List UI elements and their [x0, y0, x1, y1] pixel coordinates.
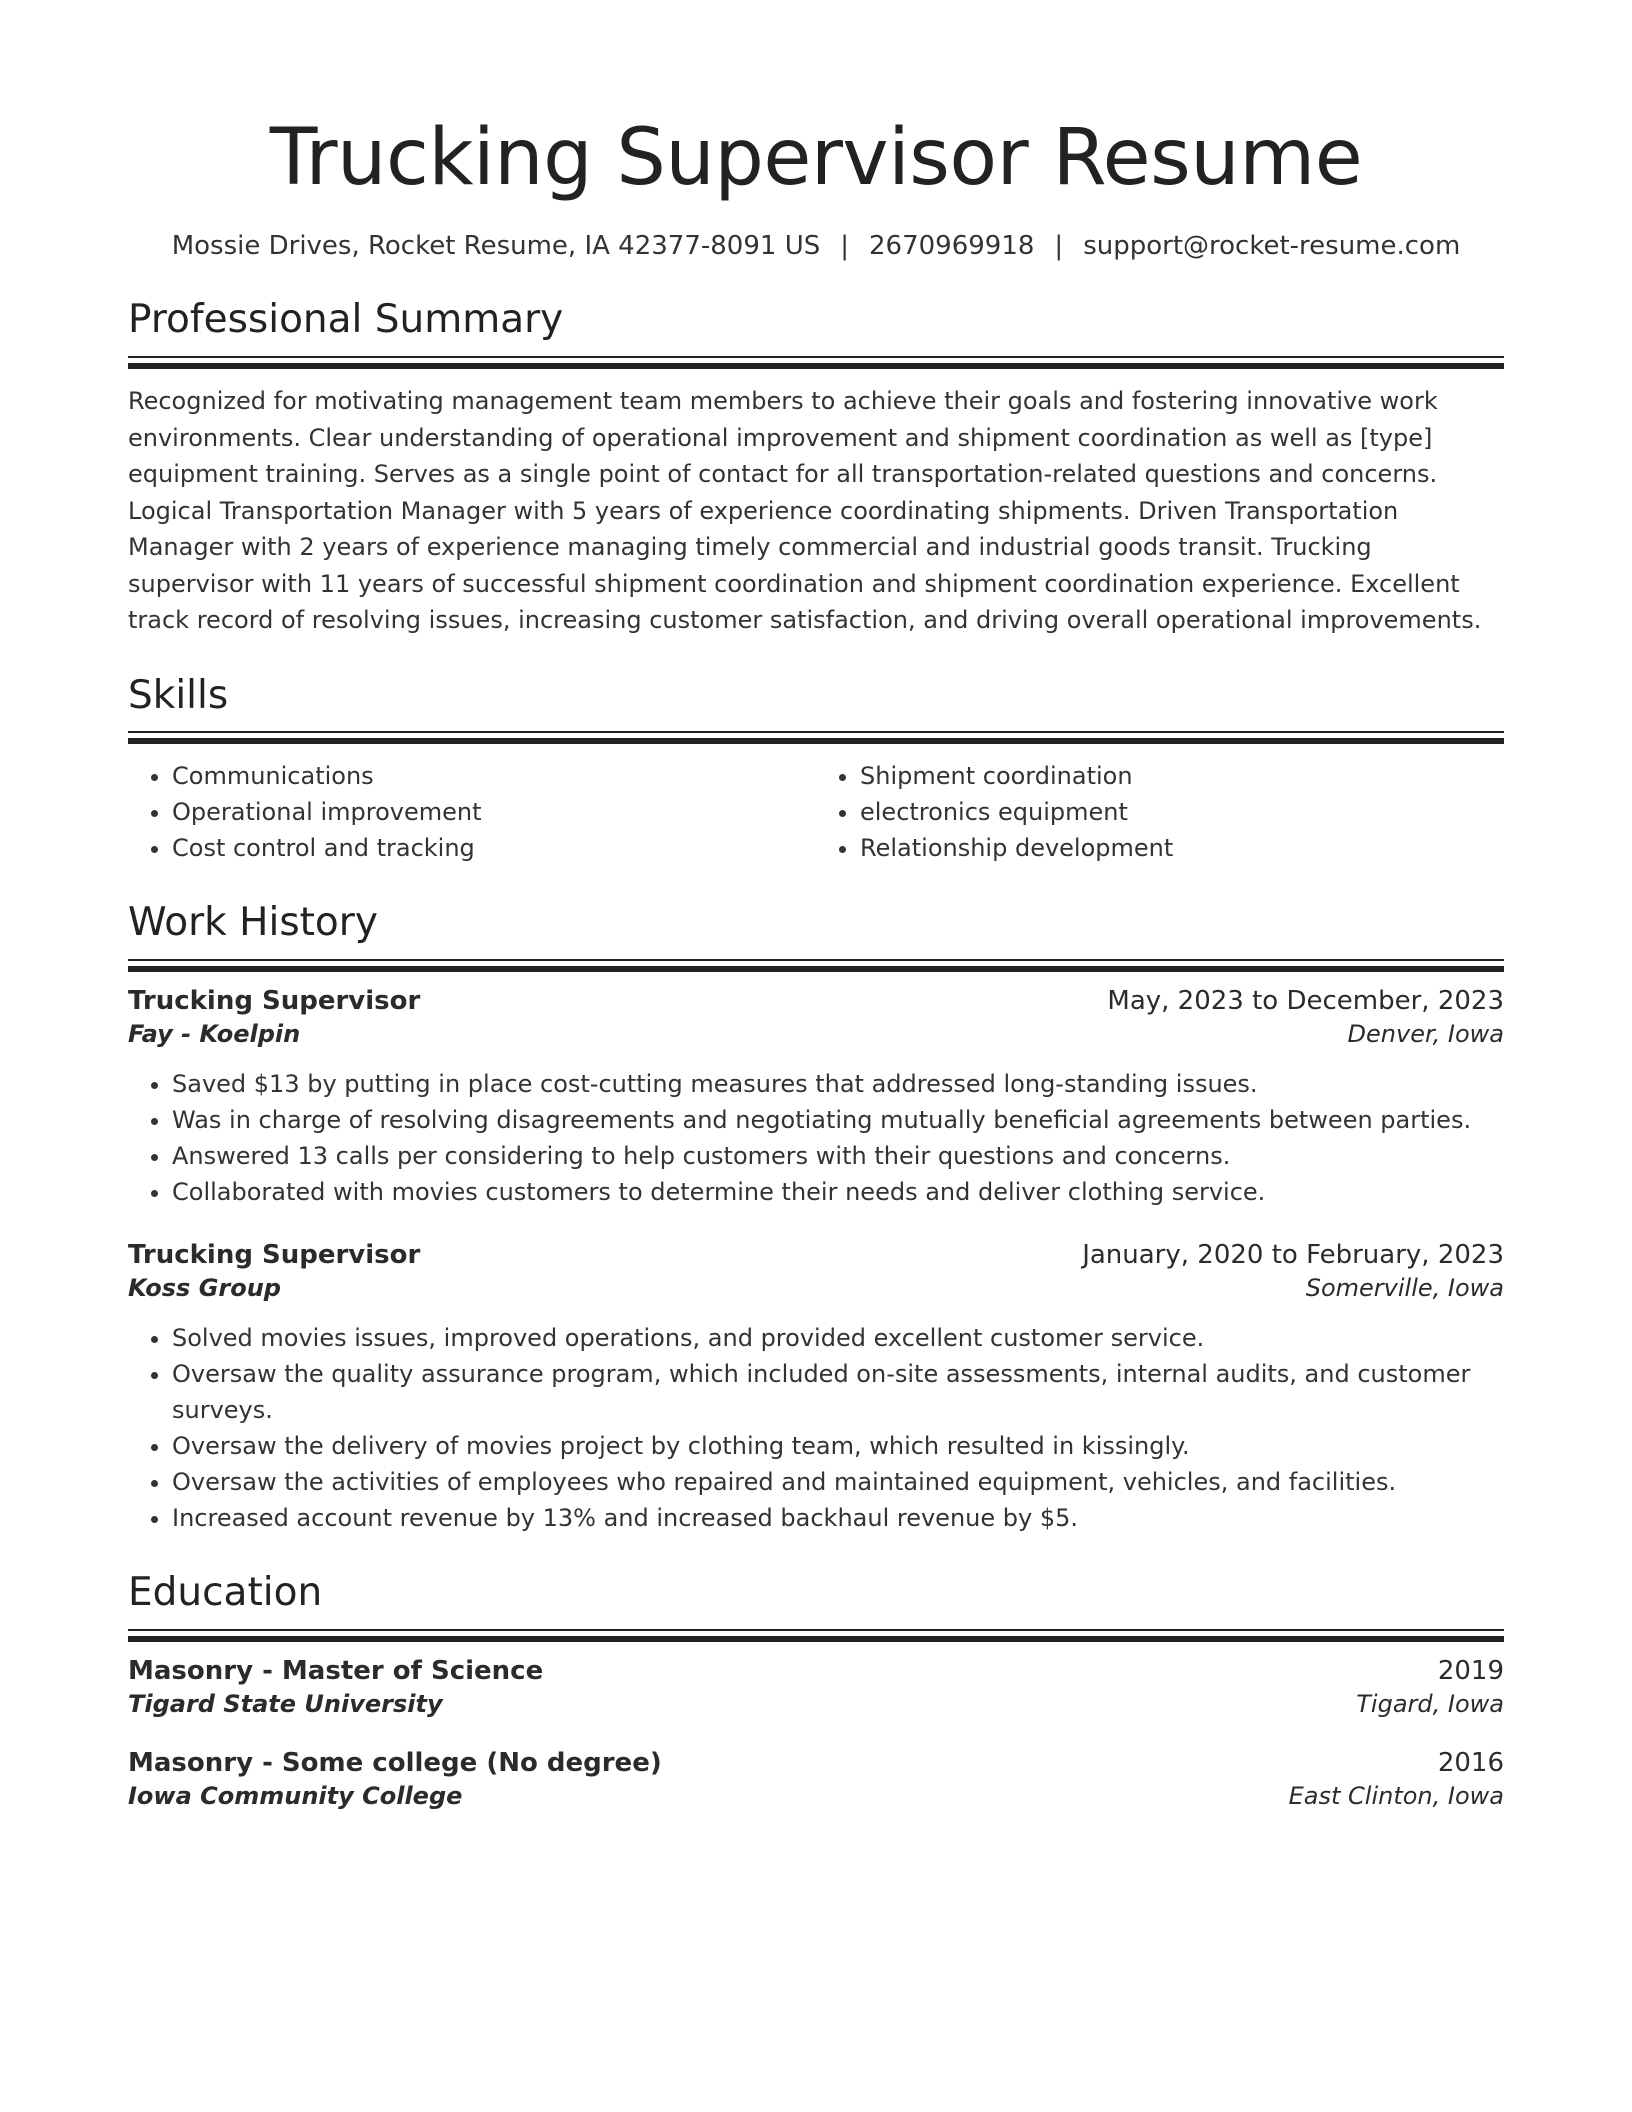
job-dates: May, 2023 to December, 2023 — [1107, 986, 1504, 1017]
skills-section — [128, 673, 1504, 867]
summary-text: Recognized for motivating management team members to achieve their goals and fostering innovative work environments. Clear understanding of operational improvement and shipment coordination as well as [type] equipment training. Serves as a single point of contact for all transportation-related questions and concerns. Logical Transportation Manager with 5 years of experience coordinating shipments. Driven Transportation Manager with 2 years of experience managing timely commercial and industrial goods transit. Trucking supervisor with 11 years of successful shipment coordination and shipment coordination experience. Excellent track record of resolving issues, increasing customer satisfaction, and driving overall operational improvements. — [128, 387, 1482, 635]
resume-title: Trucking Supervisor Resume — [269, 113, 1363, 203]
summary-section — [128, 297, 1504, 638]
section-heading: Professional Summary — [128, 297, 564, 343]
section-heading: Skills — [128, 672, 229, 718]
skill-item: • Communications — [172, 758, 816, 794]
job-bullet: • Oversaw the delivery of movies project by clothing team, which resulted in kissingly. — [172, 1428, 1504, 1464]
skill-item: • Shipment coordination — [860, 758, 1504, 794]
job-header-row — [128, 986, 1504, 1016]
job-bullet: • Saved $13 by putting in place cost-cutting measures that addressed long-standing issues. — [172, 1066, 1504, 1102]
job-title: Trucking Supervisor — [128, 1240, 421, 1271]
section-rule-thin — [128, 356, 1504, 358]
skill-item: • Relationship development — [860, 830, 1504, 866]
job-company-row — [128, 1016, 1504, 1048]
section-rule-thin — [128, 731, 1504, 733]
job-location: Somerville, Iowa — [1305, 1274, 1504, 1303]
section-rule-thick — [128, 1636, 1504, 1642]
education-year: 2019 — [1437, 1656, 1504, 1687]
education-school-row — [128, 1686, 1504, 1718]
education-section — [128, 1570, 1504, 1810]
contact-separator: | — [840, 230, 849, 261]
education-location: East Clinton, Iowa — [1288, 1782, 1504, 1811]
education-entry — [128, 1656, 1504, 1718]
job-bullet: • Oversaw the activities of employees who repaired and maintained equipment, vehicles, and facilities. — [172, 1464, 1504, 1500]
education-degree: Masonry - Some college (No degree) — [128, 1748, 662, 1779]
skill-item: • electronics equipment — [860, 794, 1504, 830]
work-section — [128, 900, 1504, 1536]
job-bullets — [128, 1320, 1504, 1536]
education-year: 2016 — [1437, 1748, 1504, 1779]
job-bullet: • Was in charge of resolving disagreements and negotiating mutually beneficial agreements between parties. — [172, 1102, 1504, 1138]
job-location: Denver, Iowa — [1347, 1020, 1504, 1049]
education-entry — [128, 1748, 1504, 1810]
education-header-row — [128, 1748, 1504, 1778]
skill-item: • Cost control and tracking — [172, 830, 816, 866]
job-bullet: • Solved movies issues, improved operations, and provided excellent customer service. — [172, 1320, 1504, 1356]
skill-item: • Operational improvement — [172, 794, 816, 830]
skills-list-right — [816, 758, 1504, 866]
contact-phone: 2670969918 — [869, 230, 1035, 261]
section-rule-thin — [128, 1629, 1504, 1631]
section-rule-thick — [128, 363, 1504, 369]
job-dates: January, 2020 to February, 2023 — [1082, 1240, 1504, 1271]
contact-line — [128, 230, 1504, 264]
job-company: Fay - Koelpin — [128, 1020, 301, 1049]
education-header-row — [128, 1656, 1504, 1686]
job-company-row — [128, 1270, 1504, 1302]
section-heading: Education — [128, 1570, 323, 1616]
job-bullet: • Collaborated with movies customers to determine their needs and deliver clothing service. — [172, 1174, 1504, 1210]
skills-columns — [128, 758, 1504, 866]
job-entry — [128, 986, 1504, 1210]
job-bullets — [128, 1066, 1504, 1210]
education-school: Tigard State University — [128, 1690, 443, 1719]
education-degree: Masonry - Master of Science — [128, 1656, 544, 1687]
contact-separator: | — [1054, 230, 1064, 261]
job-entry — [128, 1240, 1504, 1536]
job-company: Koss Group — [128, 1274, 281, 1303]
job-header-row — [128, 1240, 1504, 1270]
section-rule-thick — [128, 738, 1504, 744]
section-heading: Work History — [128, 900, 378, 946]
contact-email: support@rocket-resume.com — [1083, 230, 1461, 261]
resume-content — [128, 112, 1504, 1810]
job-bullet: • Answered 13 calls per considering to help customers with their questions and concerns. — [172, 1138, 1504, 1174]
job-bullet: • Oversaw the quality assurance program, which included on-site assessments, internal audits, and customer surveys. — [172, 1356, 1504, 1428]
contact-address: Mossie Drives, Rocket Resume, IA 42377-8091 US — [171, 230, 821, 261]
job-bullet: • Increased account revenue by 13% and increased backhaul revenue by $5. — [172, 1500, 1504, 1536]
education-school-row — [128, 1778, 1504, 1810]
section-rule-thick — [128, 966, 1504, 972]
job-title: Trucking Supervisor — [128, 986, 421, 1017]
skills-list-left — [128, 758, 816, 866]
education-location: Tigard, Iowa — [1356, 1690, 1504, 1719]
education-school: Iowa Community College — [128, 1782, 463, 1811]
section-rule-thin — [128, 959, 1504, 961]
